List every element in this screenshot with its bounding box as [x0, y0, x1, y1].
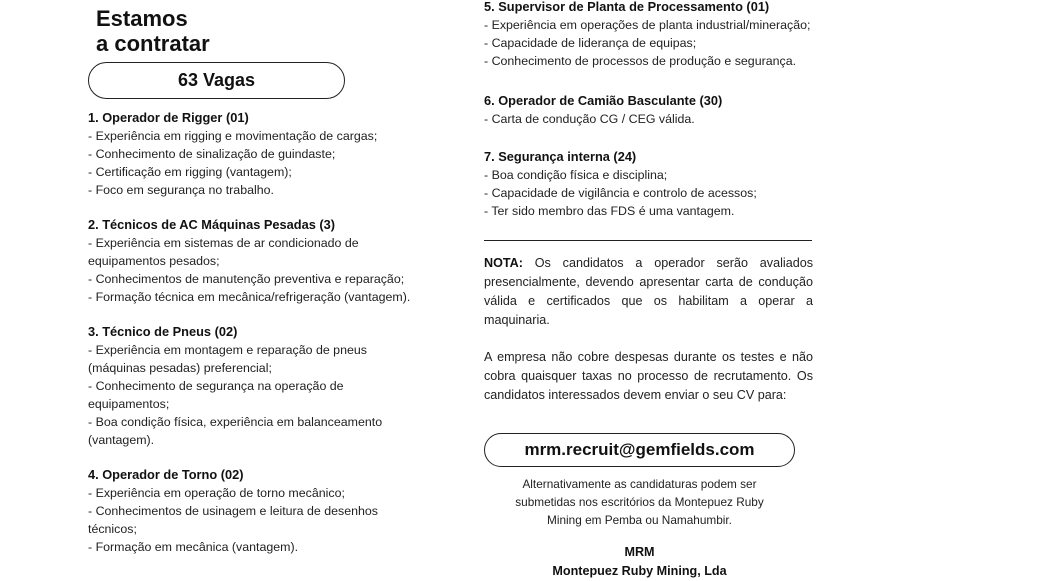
position-4	[88, 466, 378, 556]
position-6	[484, 92, 722, 128]
title-line-1: Estamos	[96, 6, 188, 31]
alternative-line: Mining em Pemba ou Namahumbir.	[547, 513, 732, 527]
position-line: - Formação em mecânica (vantagem).	[88, 540, 299, 554]
position-title: 1. Operador de Rigger (01)	[88, 110, 249, 125]
divider	[484, 240, 812, 241]
position-title: 2. Técnicos de AC Máquinas Pesadas (3)	[88, 217, 336, 232]
note-label: NOTA:	[484, 256, 523, 270]
position-3	[88, 323, 382, 449]
policy-paragraph: A empresa não cobre despesas durante os testes e não cobra quaisquer taxas no processo de recrutamento. Os candidatos interessados devem enviar o seu CV para:	[484, 350, 813, 402]
position-line: - Formação técnica em mecânica/refrigeração (vantagem).	[88, 290, 411, 304]
note-text: Os candidatos a operador serão avaliados presencialmente, devendo apresentar carta de condução válida e certificados que os habilitam a operar a maquinaria.	[484, 256, 813, 327]
position-line: - Experiência em operação de torno mecânico;	[88, 486, 345, 500]
position-1	[88, 109, 377, 199]
position-title: 6. Operador de Camião Basculante (30)	[484, 93, 723, 108]
position-line: (vantagem).	[88, 433, 155, 447]
position-title: 3. Técnico de Pneus (02)	[88, 324, 238, 339]
position-line: - Experiência em rigging e movimentação de cargas;	[88, 129, 378, 143]
position-line: equipamentos;	[88, 397, 170, 411]
position-line: - Conhecimento de processos de produção e segurança.	[484, 54, 797, 68]
position-title: 7. Segurança interna (24)	[484, 149, 637, 164]
position-line: - Ter sido membro das FDS é uma vantagem.	[484, 204, 735, 218]
position-line: - Boa condição física, experiência em balanceamento	[88, 415, 383, 429]
position-line: - Conhecimentos de usinagem e leitura de desenhos	[88, 504, 378, 518]
alternative-line: Alternativamente as candidaturas podem ser	[522, 477, 757, 491]
position-title: 5. Supervisor de Planta de Processamento (01)	[484, 0, 770, 14]
position-line: equipamentos pesados;	[88, 254, 220, 268]
footer-line-1: MRM	[624, 545, 655, 559]
position-line: - Experiência em montagem e reparação de pneus	[88, 343, 367, 357]
footer-line-2: Montepuez Ruby Mining, Lda	[552, 564, 727, 578]
position-line: - Conhecimento de sinalização de guindaste;	[88, 147, 336, 161]
position-7	[484, 148, 757, 220]
position-title: 4. Operador de Torno (02)	[88, 467, 244, 482]
position-line: técnicos;	[88, 522, 137, 536]
position-line: (máquinas pesadas) preferencial;	[88, 361, 272, 375]
position-line: - Experiência em sistemas de ar condicionado de	[88, 236, 359, 250]
email-address[interactable]: mrm.recruit@gemfields.com	[484, 433, 795, 467]
alternative-text	[484, 475, 795, 529]
position-line: - Conhecimento de segurança na operação de	[88, 379, 344, 393]
position-line: - Certificação em rigging (vantagem);	[88, 165, 292, 179]
note-paragraph	[484, 254, 813, 330]
position-5	[484, 0, 810, 70]
position-line: - Boa condição física e disciplina;	[484, 168, 668, 182]
footer-company	[484, 543, 795, 581]
page-title	[96, 6, 210, 56]
position-line: - Foco em segurança no trabalho.	[88, 183, 274, 197]
position-line: - Conhecimentos de manutenção preventiva e reparação;	[88, 272, 405, 286]
position-line: - Capacidade de liderança de equipas;	[484, 36, 697, 50]
vacancies-badge: 63 Vagas	[88, 62, 345, 99]
position-line: - Capacidade de vigilância e controlo de acessos;	[484, 186, 757, 200]
position-line: - Experiência em operações de planta industrial/mineração;	[484, 18, 811, 32]
title-line-2: a contratar	[96, 31, 210, 56]
position-2	[88, 216, 410, 306]
position-line: - Carta de condução CG / CEG válida.	[484, 112, 695, 126]
alternative-line: submetidas nos escritórios da Montepuez Ruby	[515, 495, 764, 509]
